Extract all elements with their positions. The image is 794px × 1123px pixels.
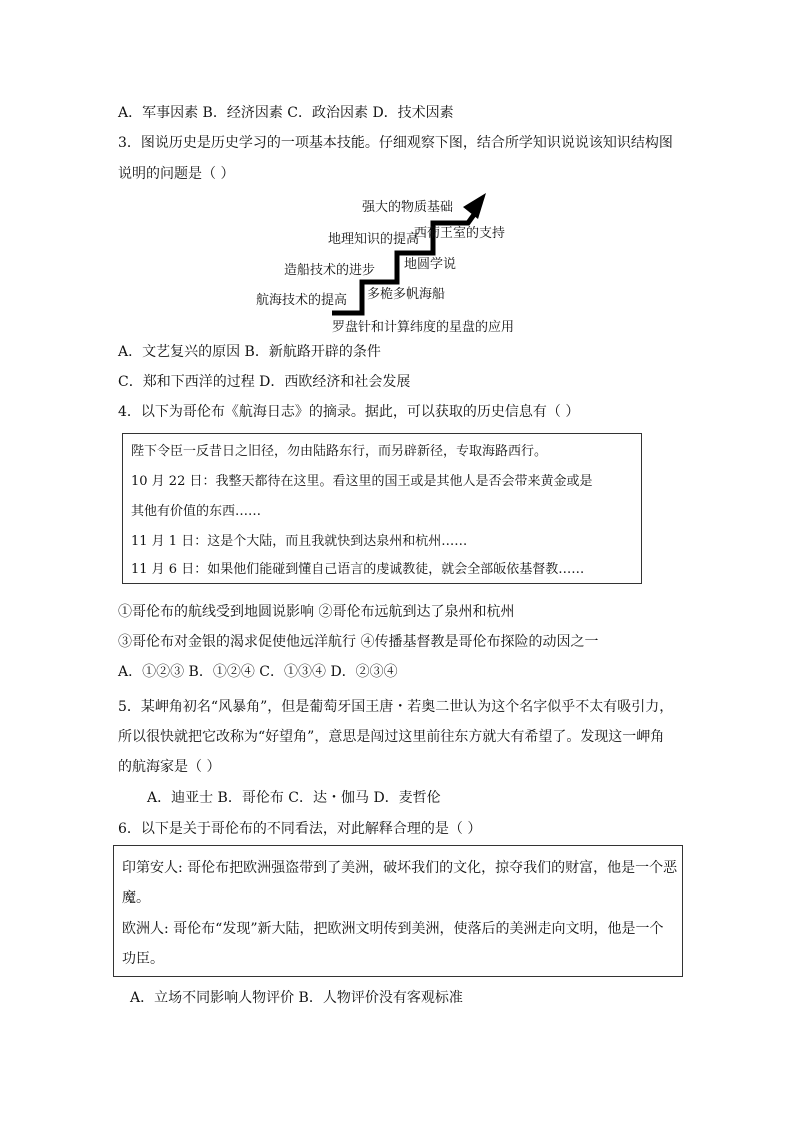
left-label-3: 造船技术的进步 <box>284 263 376 278</box>
staircase-diagram <box>0 186 794 336</box>
q3-options-line1: A．文艺复兴的原因 B．新航路开辟的条件 <box>118 344 381 360</box>
q3-options-line2: C．郑和下西洋的过程 D．西欧经济和社会发展 <box>118 374 411 390</box>
q6-options: A．立场不同影响人物评价 B．人物评价没有客观标准 <box>130 990 463 1006</box>
quote-line: 其他有价值的东西…… <box>131 504 262 519</box>
q2-options: A．军事因素 B．经济因素 C．政治因素 D．技术因素 <box>118 105 454 121</box>
q4-stem: 4．以下为哥伦布《航海日志》的摘录。据此，可以获取的历史信息有（ ） <box>118 404 580 420</box>
arrow-head-icon <box>463 193 486 219</box>
q5-options: A．迪亚士 B．哥伦布 C．达・伽马 D．麦哲伦 <box>147 790 441 806</box>
q5-stem-line2: 所以很快就把它改称为“好望角”，意思是闯过这里前往东方就大有希望了。发现这一岬角 <box>118 729 665 745</box>
q4-statements-line1: ①哥伦布的航线受到地圆说影响 ②哥伦布远航到达了泉州和杭州 <box>118 604 515 620</box>
q4-statements-line2: ③哥伦布对金银的渴求促使他远洋航行 ④传播基督教是哥伦布探险的动因之一 <box>118 634 599 650</box>
q6-stem: 6．以下是关于哥伦布的不同看法，对此解释合理的是（ ） <box>118 821 482 837</box>
q4-options: A．①②③ B．①②④ C．①③④ D．②③④ <box>118 664 398 680</box>
view-line: 印第安人: 哥伦布把欧洲强盗带到了美洲，破坏我们的文化，掠夺我们的财富，他是一个恶 <box>122 860 678 876</box>
q5-stem-line3: 的航海家是（ ） <box>118 759 221 775</box>
view-line: 魔。 <box>122 890 150 906</box>
right-label-1: 西葡王室的支持 <box>414 226 506 241</box>
right-label-3: 多桅多帆海船 <box>367 287 446 302</box>
quote-line: 10 月 22 日：我整天都待在这里。看这里的国王或是其他人是否会带来黄金或是 <box>131 474 593 489</box>
left-label-2: 地理知识的提高 <box>328 232 420 247</box>
q5-stem-line1: 5．某岬角初名“风暴角”，但是葡萄牙国王唐・若奥二世认为这个名字似乎不太有吸引力， <box>118 699 674 715</box>
right-label-2: 地圆学说 <box>404 257 457 272</box>
view-line: 功臣。 <box>122 951 164 967</box>
q6-quote-box <box>113 845 683 977</box>
quote-line: 11 月 6 日：如果他们能碰到懂自己语言的虔诚教徒，就会全部皈依基督教…… <box>131 562 585 577</box>
right-label-4: 罗盘针和计算纬度的星盘的应用 <box>332 320 515 335</box>
q4-quote-box <box>122 433 642 584</box>
quote-line: 11 月 1 日：这是个大陆，而且我就快到达泉州和杭州…… <box>131 534 468 549</box>
left-label-1: 强大的物质基础 <box>362 200 454 215</box>
left-label-4: 航海技术的提高 <box>256 293 348 308</box>
view-line: 欧洲人: 哥伦布“发现”新大陆，把欧洲文明传到美洲，使落后的美洲走向文明，他是一个 <box>122 921 664 937</box>
q3-stem-line2: 说明的问题是（ ） <box>118 166 235 182</box>
quote-line: 陛下令臣一反昔日之旧径，勿由陆路东行，而另辟新径，专取海路西行。 <box>131 444 548 459</box>
q3-stem-line1: 3．图说历史是历史学习的一项基本技能。仔细观察下图，结合所学知识说说该知识结构图 <box>118 135 673 151</box>
